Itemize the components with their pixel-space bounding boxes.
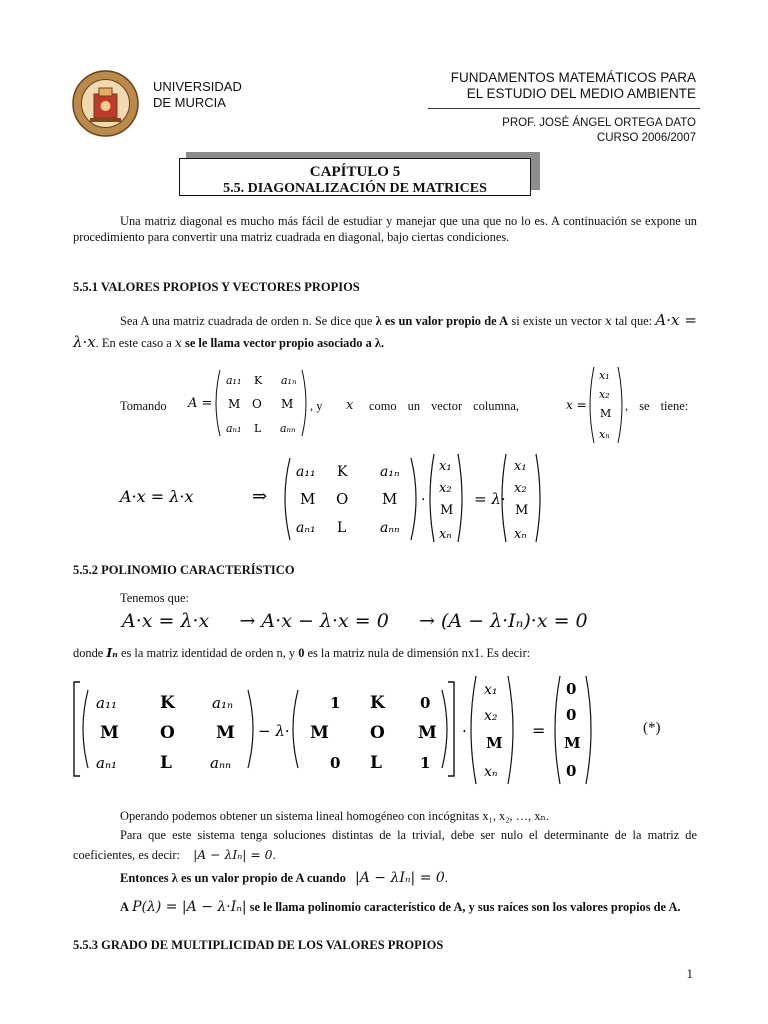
svg-text:O: O: [336, 490, 349, 508]
university-name: [153, 79, 242, 111]
svg-text:aₙ₁: aₙ₁: [226, 422, 242, 435]
svg-text:a₁ₙ: a₁ₙ: [281, 374, 297, 387]
svg-text:K: K: [370, 693, 385, 713]
svg-text:O: O: [160, 723, 175, 743]
svg-text:x₁: x₁: [599, 369, 610, 382]
eigenvalue-condition: |A − λIₙ| = 0: [355, 870, 445, 886]
section-heading-5-5-3: 5.5.3 GRADO DE MULTIPLICIDAD DE LOS VALORES PROPIOS: [73, 938, 444, 952]
svg-text:K: K: [254, 374, 263, 387]
svg-text:x =: x =: [566, 398, 587, 412]
eigen-equation-inline: A·x = λ·x: [73, 311, 697, 351]
university-line-2: DE MURCIA: [153, 95, 226, 110]
y-word: , y: [310, 399, 323, 413]
se-tiene-label: , se tiene:: [625, 399, 689, 413]
svg-text:M: M: [515, 503, 529, 518]
course-title: [451, 70, 696, 102]
characteristic-derivation-equation: A·x = λ·x → A·x − λ·x = 0 → (A − λ·Iₙ)·x = 0: [122, 610, 588, 632]
svg-text:L: L: [254, 422, 262, 435]
chapter-title-box: [179, 158, 531, 196]
svg-text:=: =: [532, 721, 546, 740]
course-info: [502, 116, 696, 146]
svg-text:M: M: [216, 723, 235, 743]
svg-text:x₂: x₂: [514, 481, 527, 496]
professor-name: PROF. JOSÉ ÁNGEL ORTEGA DATO: [502, 117, 696, 129]
definition-paragraph: Sea A una matriz cuadrada de orden n. Se dice que λ es un valor propio de A si existe un vector x tal que: A·x = λ·x. En este caso a x se le llama vector propio asociado a λ.: [73, 311, 697, 351]
university-line-1: UNIVERSIDAD: [153, 79, 242, 94]
svg-text:A·x = λ·x: A·x = λ·x: [120, 487, 194, 506]
tomando-label: Tomando: [120, 399, 167, 413]
svg-text:x₁: x₁: [439, 459, 452, 474]
svg-text:M: M: [100, 723, 119, 743]
svg-text:xₙ: xₙ: [439, 527, 452, 542]
svg-text:0: 0: [566, 680, 577, 698]
chapter-subtitle: 5.5. DIAGONALIZACIÓN DE MATRICES: [223, 181, 487, 196]
svg-text:L: L: [160, 753, 172, 773]
svg-text:aₙₙ: aₙₙ: [380, 520, 400, 536]
equation-star-label: (*): [643, 720, 661, 736]
svg-text:O: O: [370, 723, 385, 743]
page-number: 1: [686, 966, 693, 981]
vector-x-symbol: x: [346, 398, 354, 413]
svg-text:O: O: [252, 397, 262, 411]
svg-text:a₁₁: a₁₁: [226, 374, 242, 387]
svg-text:M: M: [228, 397, 241, 411]
svg-text:M: M: [564, 734, 581, 752]
svg-text:x₂: x₂: [439, 481, 452, 496]
svg-text:x₂: x₂: [484, 708, 498, 724]
svg-text:M: M: [440, 503, 454, 518]
svg-text:M: M: [310, 723, 329, 743]
column-vector-label: como un vector columna,: [369, 399, 519, 413]
svg-text:0: 0: [420, 694, 431, 712]
svg-text:− λ·: − λ·: [258, 722, 290, 740]
svg-text:A =: A =: [188, 396, 213, 411]
svg-text:K: K: [160, 693, 175, 713]
matrix-system-equation: [70, 672, 630, 790]
operando-paragraph: Operando podemos obtener un sistema lineal homogéneo con incógnitas x₁, x₂, …, xₙ.: [120, 809, 549, 823]
svg-text:K: K: [337, 464, 348, 480]
svg-text:·: ·: [421, 492, 426, 508]
chapter-title: CAPÍTULO 5: [309, 164, 401, 180]
svg-text:x₂: x₂: [599, 388, 610, 401]
svg-text:0: 0: [566, 762, 577, 780]
header-divider: [428, 108, 700, 109]
svg-text:aₙ₁: aₙ₁: [96, 754, 118, 772]
svg-text:·: ·: [462, 722, 467, 740]
matrix-a-definition: [186, 364, 316, 442]
section-heading-5-5-2: 5.5.2 POLINOMIO CARACTERÍSTICO: [73, 563, 295, 577]
svg-text:M: M: [300, 490, 316, 508]
identity-definition-paragraph: donde Iₙ es la matriz identidad de orden n, y 0 es la matriz nula de dimensión nx1. Es decir:: [73, 645, 531, 660]
characteristic-polynomial-definition: A P(λ) = |A − λ·Iₙ| se le llama polinomio característico de A, y sus raíces son los valores propios de A.: [120, 899, 681, 915]
tenemos-label: Tenemos que:: [120, 591, 189, 605]
svg-text:a₁ₙ: a₁ₙ: [380, 464, 400, 480]
polynomial-formula: P(λ) = |A − λ·Iₙ|: [132, 899, 247, 915]
determinant-condition: |A − λIₙ| = 0: [193, 847, 273, 862]
svg-text:aₙ₁: aₙ₁: [296, 520, 316, 536]
svg-text:= λ·: = λ·: [474, 490, 506, 508]
svg-text:x₁: x₁: [514, 459, 527, 474]
course-year: CURSO 2006/2007: [596, 132, 696, 144]
svg-text:aₙₙ: aₙₙ: [210, 754, 232, 772]
svg-text:L: L: [337, 520, 347, 536]
svg-text:M: M: [382, 490, 398, 508]
svg-text:1: 1: [330, 694, 341, 712]
svg-text:0: 0: [330, 754, 341, 772]
svg-text:M: M: [486, 734, 503, 752]
course-line-2: EL ESTUDIO DEL MEDIO AMBIENTE: [466, 86, 696, 101]
university-seal-logo: [72, 70, 139, 137]
svg-text:1: 1: [420, 754, 431, 772]
section-heading-5-5-1: 5.5.1 VALORES PROPIOS Y VECTORES PROPIOS: [73, 280, 360, 294]
svg-text:aₙₙ: aₙₙ: [280, 422, 296, 435]
course-line-1: FUNDAMENTOS MATEMÁTICOS PARA: [450, 70, 696, 85]
vector-x-definition: [566, 363, 626, 447]
eigen-equation-expanded: [118, 452, 568, 548]
svg-text:a₁₁: a₁₁: [96, 694, 117, 712]
determinant-paragraph: Para que este sistema tenga soluciones distintas de la trivial, debe ser nulo el determinante de la matriz de coeficientes, es decir: |A − λIₙ| = 0.: [73, 828, 697, 862]
svg-text:xₙ: xₙ: [484, 764, 498, 780]
svg-text:0: 0: [566, 706, 577, 724]
svg-text:⇒: ⇒: [252, 486, 268, 507]
svg-text:L: L: [370, 753, 382, 773]
svg-text:M: M: [281, 397, 294, 411]
svg-text:a₁₁: a₁₁: [296, 464, 316, 480]
svg-text:xₙ: xₙ: [599, 428, 610, 441]
entonces-statement: Entonces λ es un valor propio de A cuando |A − λIₙ| = 0.: [120, 870, 448, 886]
svg-text:M: M: [600, 407, 612, 420]
svg-text:M: M: [418, 723, 437, 743]
svg-text:a₁ₙ: a₁ₙ: [212, 694, 234, 712]
svg-text:x₁: x₁: [484, 682, 498, 698]
svg-text:xₙ: xₙ: [514, 527, 527, 542]
intro-paragraph: Una matriz diagonal es mucho más fácil de estudiar y manejar que una que no lo es. A continuación se expone un procedimiento para convertir una matriz cuadrada en diagonal, bajo ciertas condiciones.: [73, 214, 697, 244]
